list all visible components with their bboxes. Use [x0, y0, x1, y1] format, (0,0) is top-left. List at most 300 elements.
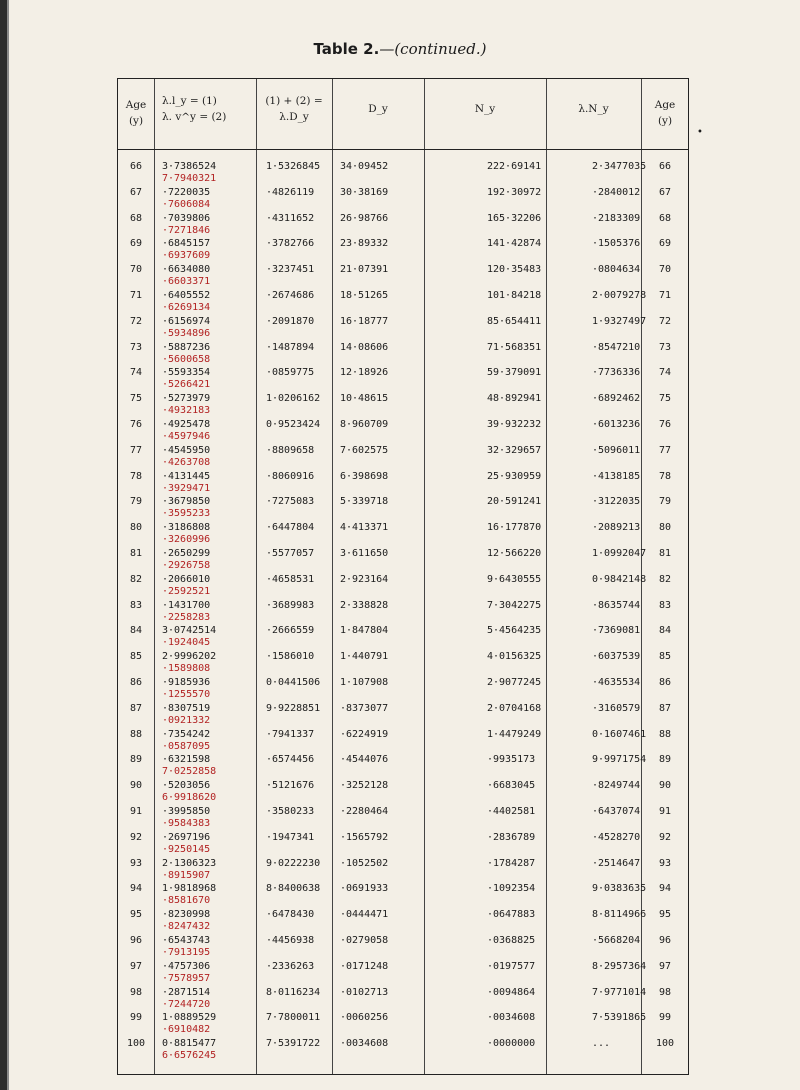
age-cell: 97 [129, 960, 143, 972]
col1-cell: ·6156974 [162, 315, 211, 327]
age-right-cell: 75 [658, 393, 672, 405]
col4-cell: 39·932232 [487, 419, 542, 430]
col1-sub-cell: ·7244720 [162, 998, 211, 1010]
col1-sub-cell: ·6603371 [162, 276, 211, 288]
col4-cell: 4·0156325 [487, 651, 542, 663]
age-cell: 91 [129, 806, 143, 817]
col5-cell: ·6437074 [592, 806, 641, 817]
age-right-cell: 73 [658, 341, 672, 353]
header-age-right-sub: (y) [657, 115, 673, 127]
col4-cell: ·6683045 [487, 780, 536, 792]
col1-sub-cell: 6·9918620 [162, 792, 217, 804]
age-right-cell: 93 [658, 857, 672, 869]
header-col5: λ.N_y [578, 103, 609, 115]
col3-cell: ·0060256 [340, 1012, 389, 1024]
age-right-cell: 82 [658, 573, 672, 585]
col5-cell: ·2183309 [592, 212, 641, 224]
age-cell: 75 [129, 393, 143, 405]
table-row [118, 314, 688, 340]
age-cell: 86 [129, 677, 143, 688]
col3-cell: 8·960709 [340, 419, 389, 430]
col1-cell: ·8307519 [162, 702, 211, 714]
age-cell: 94 [129, 883, 143, 895]
age-cell: 87 [129, 702, 143, 714]
header-col2 [256, 93, 332, 125]
col2-cell: 1·0206162 [266, 393, 321, 405]
table-row [118, 365, 688, 391]
col5-cell: ... [592, 1038, 611, 1050]
col5-cell: ·3122035 [592, 496, 641, 508]
col5-cell: 9·0383635 [592, 883, 647, 895]
col1-cell: ·2650299 [162, 548, 211, 559]
header-col1-line1: λ.l_y = (1) [162, 95, 217, 107]
age-right-cell: 69 [658, 238, 672, 250]
col1-sub-cell: ·7606084 [162, 198, 211, 210]
age-right-cell: 100 [655, 1038, 675, 1050]
col5-cell: ·8547210 [592, 341, 641, 353]
col1-cell: ·7354242 [162, 728, 211, 740]
header-age-left [118, 97, 154, 129]
col2-cell: ·0859775 [266, 367, 315, 379]
book-binding-shadow [7, 0, 9, 1090]
header-col4: N_y [474, 103, 496, 115]
col1-cell: ·2871514 [162, 986, 211, 998]
col5-cell: 0·1607461 [592, 728, 647, 740]
col2-cell: ·1487894 [266, 341, 315, 353]
age-cell: 93 [129, 857, 143, 869]
col5-cell: ·7736336 [592, 367, 641, 379]
col2-cell: ·6574456 [266, 754, 315, 766]
age-right-cell: 85 [658, 651, 672, 663]
col2-cell: ·8809658 [266, 444, 315, 456]
col1-cell: ·6634080 [162, 264, 211, 276]
table-row [118, 907, 688, 933]
age-right-cell: 89 [658, 754, 672, 766]
table-row [118, 159, 688, 185]
col2-cell: ·5577057 [266, 548, 315, 559]
age-cell: 68 [129, 212, 143, 224]
col1-cell: ·4545950 [162, 444, 211, 456]
col2-cell: ·3689983 [266, 599, 315, 611]
col3-cell: ·6224919 [340, 728, 389, 740]
header-col2-line2: λ.D_y [279, 111, 309, 123]
col1-sub-cell: 7·0252858 [162, 766, 217, 778]
table-row [118, 572, 688, 598]
col1-cell: ·5593354 [162, 367, 211, 379]
col2-cell: 8·0116234 [266, 986, 321, 998]
table-row [118, 211, 688, 237]
age-cell: 96 [129, 935, 143, 946]
table-row [118, 985, 688, 1011]
col4-cell: 2·9077245 [487, 677, 542, 688]
col5-cell: ·4635534 [592, 677, 641, 688]
age-cell: 66 [129, 161, 143, 172]
col3-cell: 6·398698 [340, 470, 389, 482]
age-right-cell: 96 [658, 935, 672, 946]
age-cell: 100 [126, 1038, 146, 1050]
age-cell: 84 [129, 625, 143, 637]
col1-sub-cell: ·2592521 [162, 585, 211, 597]
col4-cell: ·0368825 [487, 935, 536, 946]
col1-sub-cell: ·1255570 [162, 689, 211, 700]
age-cell: 81 [129, 548, 143, 559]
col2-cell: 9·0222230 [266, 857, 321, 869]
col2-cell: ·4658531 [266, 573, 315, 585]
col5-cell: 1·0992047 [592, 548, 647, 559]
col3-cell: ·0279058 [340, 935, 389, 946]
col4-cell: ·1092354 [487, 883, 536, 895]
col4-cell: 120·35483 [487, 264, 542, 276]
table-row [118, 959, 688, 985]
col2-cell: 0·0441506 [266, 677, 321, 688]
col1-cell: ·1431700 [162, 599, 211, 611]
col5-cell: ·4528270 [592, 831, 641, 843]
col3-cell: 2·338828 [340, 599, 389, 611]
col1-sub-cell: ·4932183 [162, 405, 211, 417]
age-right-cell: 77 [658, 444, 672, 456]
col3-cell: 1·847804 [340, 625, 389, 637]
header-col2-line1: (1) + (2) = [265, 95, 323, 107]
table-row [118, 933, 688, 959]
col4-cell: 192·30972 [487, 186, 542, 198]
col4-cell: ·0197577 [487, 960, 536, 972]
col3-cell: 12·18926 [340, 367, 389, 379]
col4-cell: 25·930959 [487, 470, 542, 482]
age-cell: 82 [129, 573, 143, 585]
age-cell: 67 [129, 186, 143, 198]
age-cell: 85 [129, 651, 143, 663]
age-right-cell: 87 [658, 702, 672, 714]
col1-cell: ·3186808 [162, 522, 211, 534]
col1-cell: ·4757306 [162, 960, 211, 972]
col1-sub-cell: ·9250145 [162, 843, 211, 855]
col3-cell: 30·38169 [340, 186, 389, 198]
col1-cell: 3·0742514 [162, 625, 217, 637]
col3-cell: 14·08606 [340, 341, 389, 353]
col5-cell: ·7369081 [592, 625, 641, 637]
col4-cell: 71·568351 [487, 341, 542, 353]
col1-sub-cell: ·4263708 [162, 456, 211, 468]
col3-cell: ·8373077 [340, 702, 389, 714]
col1-sub-cell: ·4597946 [162, 431, 211, 442]
table-row [118, 752, 688, 778]
table-row [118, 520, 688, 546]
age-right-cell: 94 [658, 883, 672, 895]
col1-cell: ·4925478 [162, 419, 211, 430]
table-row [118, 288, 688, 314]
col5-cell: ·6013236 [592, 419, 641, 430]
col4-cell: 48·892941 [487, 393, 542, 405]
col2-cell: ·5121676 [266, 780, 315, 792]
table-row [118, 623, 688, 649]
header-age-right-label: Age [654, 99, 676, 111]
age-cell: 88 [129, 728, 143, 740]
col4-cell: ·1784287 [487, 857, 536, 869]
col1-cell: ·5203056 [162, 780, 211, 792]
col1-sub-cell: ·0587095 [162, 740, 211, 752]
col1-sub-cell: ·3929471 [162, 482, 211, 494]
age-right-cell: 74 [658, 367, 672, 379]
col1-sub-cell: ·1589808 [162, 663, 211, 675]
col5-cell: ·6892462 [592, 393, 641, 405]
col4-cell: ·4402581 [487, 806, 536, 817]
age-cell: 77 [129, 444, 143, 456]
col1-sub-cell: ·5266421 [162, 379, 211, 391]
age-right-cell: 79 [658, 496, 672, 508]
table-row [118, 469, 688, 495]
header-col1-line2: λ. v^y = (2) [162, 111, 227, 123]
table-header [118, 79, 688, 150]
age-cell: 74 [129, 367, 143, 379]
header-age-right [641, 97, 689, 129]
col1-cell: ·6405552 [162, 290, 211, 301]
col4-cell: 165·32206 [487, 212, 542, 224]
age-cell: 98 [129, 986, 143, 998]
col2-cell: ·7275083 [266, 496, 315, 508]
col2-cell: ·8060916 [266, 470, 315, 482]
col3-cell: ·4544076 [340, 754, 389, 766]
age-right-cell: 72 [658, 315, 672, 327]
col5-cell: ·2514647 [592, 857, 641, 869]
col3-cell: 5·339718 [340, 496, 389, 508]
table-row [118, 1010, 688, 1036]
col2-cell: 7·5391722 [266, 1038, 321, 1050]
col4-cell: 85·654411 [487, 315, 542, 327]
col3-cell: ·0691933 [340, 883, 389, 895]
col3-cell: 1·107908 [340, 677, 389, 688]
col4-cell: ·2836789 [487, 831, 536, 843]
col2-cell: 9·9228851 [266, 702, 321, 714]
col1-sub-cell: ·3595233 [162, 508, 211, 520]
col4-cell: ·9935173 [487, 754, 536, 766]
col1-sub-cell: ·5600658 [162, 353, 211, 365]
col1-sub-cell: ·7578957 [162, 972, 211, 984]
col2-cell: ·6447804 [266, 522, 315, 534]
col1-sub-cell: ·7913195 [162, 947, 211, 958]
table-row [118, 494, 688, 520]
table-row [118, 804, 688, 830]
col1-cell: ·7220035 [162, 186, 211, 198]
col1-cell: 3·7386524 [162, 161, 217, 172]
col4-cell: 222·69141 [487, 161, 542, 172]
age-cell: 90 [129, 780, 143, 792]
col1-sub-cell: ·6910482 [162, 1024, 211, 1036]
table-row [118, 649, 688, 675]
table-row [118, 443, 688, 469]
col5-cell: ·8635744 [592, 599, 641, 611]
col3-cell: 4·413371 [340, 522, 389, 534]
col3-cell: ·0034608 [340, 1038, 389, 1050]
col1-cell: ·8230998 [162, 909, 211, 921]
col1-cell: 0·8815477 [162, 1038, 217, 1050]
col4-cell: 9·6430555 [487, 573, 542, 585]
age-right-cell: 84 [658, 625, 672, 637]
col4-cell: 12·566220 [487, 548, 542, 559]
col2-cell: 0·9523424 [266, 419, 321, 430]
col5-cell: 0·9842148 [592, 573, 647, 585]
table-row [118, 856, 688, 882]
age-right-cell: 71 [658, 290, 672, 301]
col5-cell: ·5096011 [592, 444, 641, 456]
col3-cell: 34·09452 [340, 161, 389, 172]
col2-cell: ·2336263 [266, 960, 315, 972]
table-row [118, 1036, 688, 1062]
col1-sub-cell: 6·6576245 [162, 1050, 217, 1062]
age-cell: 78 [129, 470, 143, 482]
col2-cell: ·2091870 [266, 315, 315, 327]
col4-cell: 20·591241 [487, 496, 542, 508]
table-row [118, 185, 688, 211]
col3-cell: 23·89332 [340, 238, 389, 250]
col4-cell: ·0000000 [487, 1038, 536, 1050]
age-cell: 99 [129, 1012, 143, 1024]
col1-cell: 2·1306323 [162, 857, 217, 869]
col1-sub-cell: ·6269134 [162, 302, 211, 313]
table-row [118, 262, 688, 288]
col5-cell: 7·9771014 [592, 986, 647, 998]
col3-cell: 7·602575 [340, 444, 389, 456]
age-right-cell: 68 [658, 212, 672, 224]
col4-cell: 32·329657 [487, 444, 542, 456]
table-title [0, 40, 800, 58]
table-row [118, 546, 688, 572]
col5-cell: ·8249744 [592, 780, 641, 792]
col3-cell: 16·18777 [340, 315, 389, 327]
col3-cell: 1·440791 [340, 651, 389, 663]
col5-cell: 7·5391865 [592, 1012, 647, 1024]
table-title-main: Table 2. [313, 40, 380, 58]
col2-cell: 8·8400638 [266, 883, 321, 895]
col2-cell: ·4456938 [266, 935, 315, 946]
table-row [118, 727, 688, 753]
col1-sub-cell: ·1924045 [162, 637, 211, 649]
col4-cell: 141·42874 [487, 238, 542, 250]
age-right-cell: 81 [658, 548, 672, 559]
age-right-cell: 66 [658, 161, 672, 172]
age-right-cell: 97 [658, 960, 672, 972]
col1-cell: ·5273979 [162, 393, 211, 405]
col2-cell: ·2674686 [266, 290, 315, 301]
col2-cell: ·3782766 [266, 238, 315, 250]
col2-cell: ·2666559 [266, 625, 315, 637]
col1-cell: ·5887236 [162, 341, 211, 353]
table-row [118, 881, 688, 907]
col1-sub-cell: ·7271846 [162, 224, 211, 236]
col1-cell: ·2697196 [162, 831, 211, 843]
mortality-table [117, 78, 689, 1075]
col1-cell: ·6321598 [162, 754, 211, 766]
col1-sub-cell: ·2926758 [162, 560, 211, 571]
table-row [118, 778, 688, 804]
col2-cell: 1·5326845 [266, 161, 321, 172]
col1-sub-cell: ·8581670 [162, 895, 211, 907]
col1-cell: 2·9996202 [162, 651, 217, 663]
col3-cell: ·2280464 [340, 806, 389, 817]
age-cell: 89 [129, 754, 143, 766]
table-row [118, 236, 688, 262]
col2-cell: ·3237451 [266, 264, 315, 276]
header-age-left-label: Age [125, 99, 147, 111]
col1-cell: ·7039806 [162, 212, 211, 224]
table-row [118, 340, 688, 366]
age-cell: 83 [129, 599, 143, 611]
col5-cell: 8·8114966 [592, 909, 647, 921]
col3-cell: ·3252128 [340, 780, 389, 792]
col1-cell: ·3995850 [162, 806, 211, 817]
col3-cell: ·0102713 [340, 986, 389, 998]
col1-cell: ·3679850 [162, 496, 211, 508]
table-row [118, 675, 688, 701]
col5-cell: ·3160579 [592, 702, 641, 714]
col5-cell: 8·2957364 [592, 960, 647, 972]
col2-cell: ·7941337 [266, 728, 315, 740]
col4-cell: ·0094864 [487, 986, 536, 998]
col5-cell: 9·9971754 [592, 754, 647, 766]
col4-cell: 1·4479249 [487, 728, 542, 740]
col1-sub-cell: ·6937609 [162, 250, 211, 262]
col3-cell: 10·48615 [340, 393, 389, 405]
table-row [118, 598, 688, 624]
col4-cell: ·0647883 [487, 909, 536, 921]
col1-sub-cell: ·8915907 [162, 869, 211, 881]
col1-sub-cell: ·0921332 [162, 714, 211, 726]
col2-cell: ·4826119 [266, 186, 315, 198]
col1-cell: ·6543743 [162, 935, 211, 946]
col3-cell: ·1052502 [340, 857, 389, 869]
col3-cell: 2·923164 [340, 573, 389, 585]
age-right-cell: 95 [658, 909, 672, 921]
col5-cell: 2·3477035 [592, 161, 647, 172]
col1-cell: 1·0889529 [162, 1012, 217, 1024]
table-row [118, 417, 688, 443]
col4-cell: ·0034608 [487, 1012, 536, 1024]
col2-cell: ·1586010 [266, 651, 315, 663]
age-cell: 70 [129, 264, 143, 276]
col4-cell: 101·84218 [487, 290, 542, 301]
col4-cell: 5·4564235 [487, 625, 542, 637]
age-right-cell: 78 [658, 470, 672, 482]
col2-cell: ·3580233 [266, 806, 315, 817]
margin-dot: • [697, 127, 703, 138]
col2-cell: ·1947341 [266, 831, 315, 843]
col1-sub-cell: ·2258283 [162, 611, 211, 623]
book-binding-edge [0, 0, 7, 1090]
age-cell: 92 [129, 831, 143, 843]
age-right-cell: 86 [658, 677, 672, 688]
table-row [118, 830, 688, 856]
col5-cell: ·0804634 [592, 264, 641, 276]
header-col3: D_y [368, 103, 388, 115]
age-cell: 76 [129, 419, 143, 430]
col1-cell: 1·9818968 [162, 883, 217, 895]
age-right-cell: 80 [658, 522, 672, 534]
header-col1 [162, 93, 254, 125]
col5-cell: ·1505376 [592, 238, 641, 250]
age-right-cell: 88 [658, 728, 672, 740]
col4-cell: 16·177870 [487, 522, 542, 534]
col1-cell: ·2066010 [162, 573, 211, 585]
header-age-left-sub: (y) [128, 115, 144, 127]
col4-cell: 2·0704168 [487, 702, 542, 714]
age-right-cell: 98 [658, 986, 672, 998]
col5-cell: ·5668204 [592, 935, 641, 946]
age-right-cell: 99 [658, 1012, 672, 1024]
col1-sub-cell: ·9584383 [162, 818, 211, 829]
age-cell: 79 [129, 496, 143, 508]
col1-cell: ·6845157 [162, 238, 211, 250]
table-title-sub: —(continued.) [379, 40, 487, 58]
col5-cell: ·2089213 [592, 522, 641, 534]
